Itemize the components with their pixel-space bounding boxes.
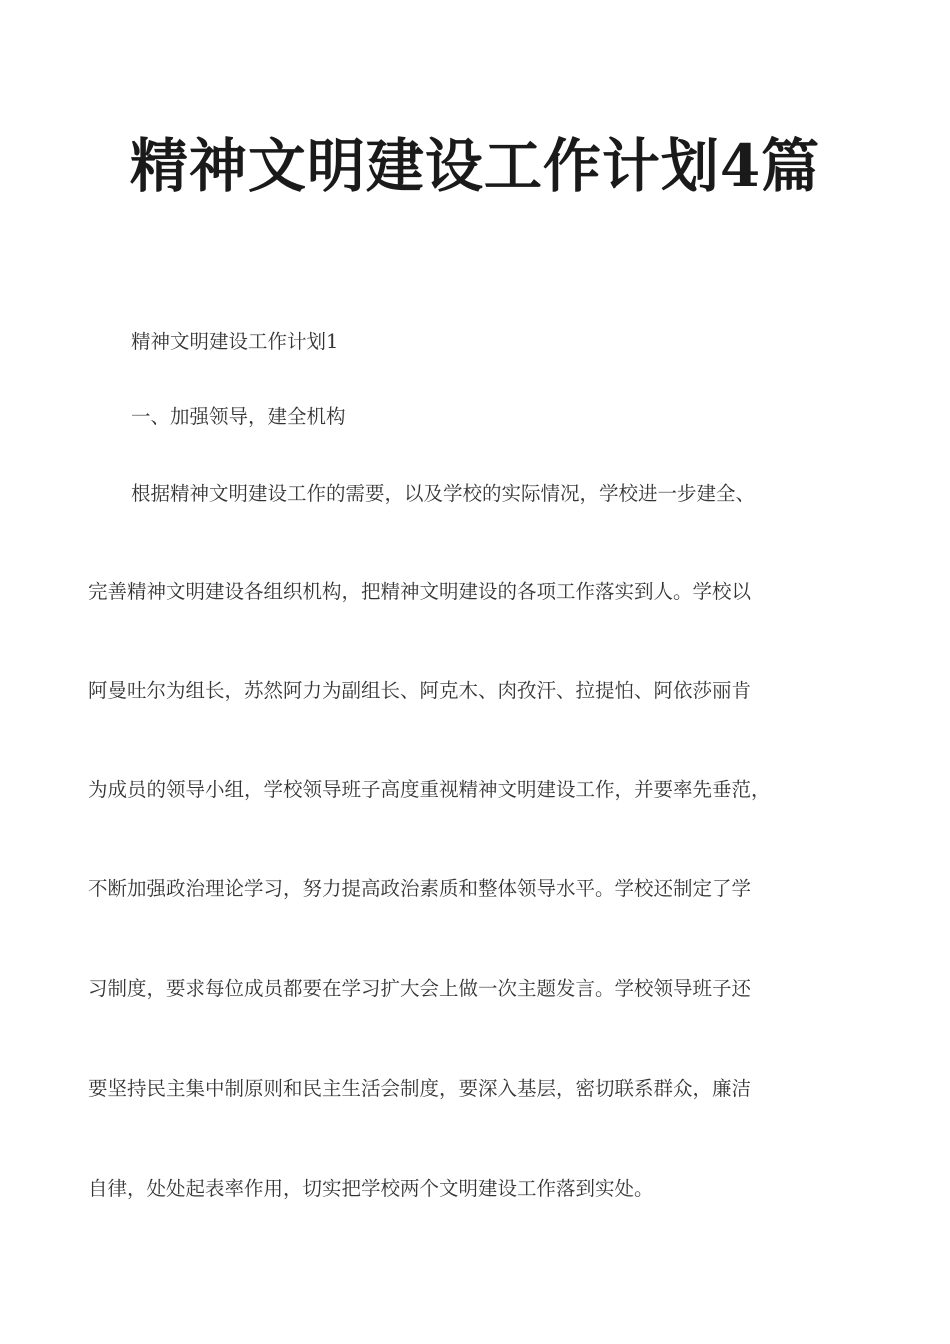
subtitle: 精神文明建设工作计划1 — [131, 330, 339, 353]
paragraph-line: 为成员的领导小组，学校领导班子高度重视精神文明建设工作，并要率先垂范， — [88, 778, 771, 801]
paragraph-line: 要坚持民主集中制原则和民主生活会制度，要深入基层，密切联系群众，廉洁 — [88, 1077, 752, 1100]
paragraph-line: 阿曼吐尔为组长，苏然阿力为副组长、阿克木、肉孜汗、拉提怕、阿依莎丽肯 — [88, 679, 752, 702]
paragraph-line: 完善精神文明建设各组织机构，把精神文明建设的各项工作落实到人。学校以 — [88, 580, 752, 603]
paragraph-line: 自律，处处起表率作用，切实把学校两个文明建设工作落到实处。 — [88, 1177, 654, 1200]
paragraph-line: 不断加强政治理论学习，努力提高政治素质和整体领导水平。学校还制定了学 — [88, 877, 752, 900]
paragraph-line: 习制度，要求每位成员都要在学习扩大会上做一次主题发言。学校领导班子还 — [88, 977, 752, 1000]
paragraph-line: 根据精神文明建设工作的需要，以及学校的实际情况，学校进一步建全、 — [131, 482, 756, 505]
section-heading: 一、加强领导，建全机构 — [131, 405, 346, 428]
document-title: 精神文明建设工作计划4篇 — [129, 132, 821, 200]
